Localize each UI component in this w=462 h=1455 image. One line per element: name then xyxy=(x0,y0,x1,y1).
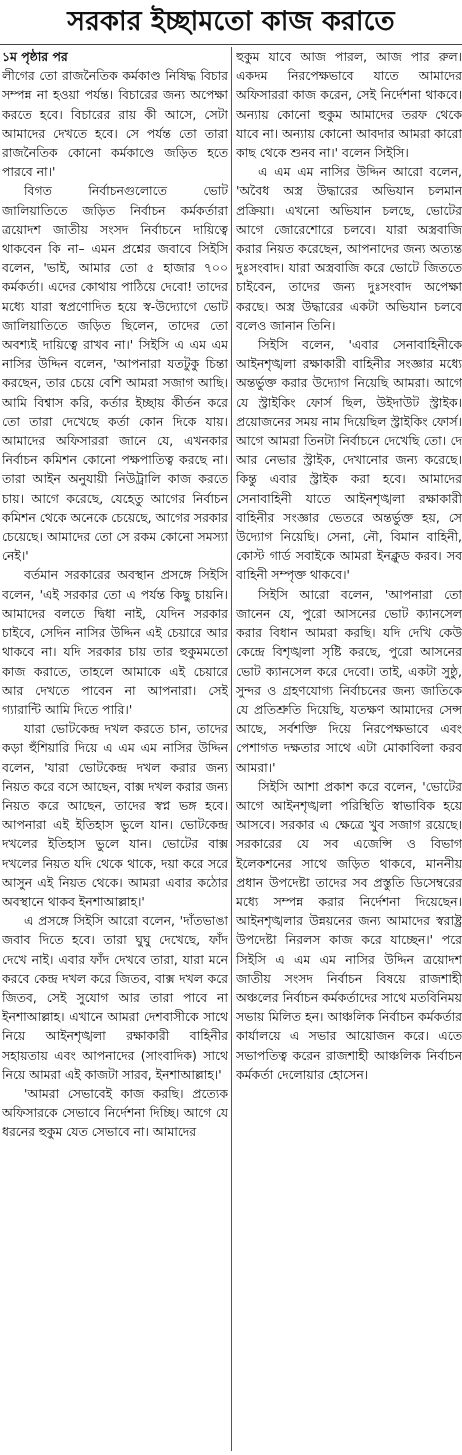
headline: সরকার ইচ্ছামতো কাজ করাতে xyxy=(0,0,462,45)
paragraph: বর্তমান সরকারের অবস্থান প্রসঙ্গে সিইসি বলেন, 'এই সরকার তো এ পর্যন্ত কিছু চায়নি। আমাদের বলতে দ্বিধা নাই, যেদিন সরকার চাইবে, সেদিন নাসির উদ্দিন এই চেয়ারে আর থাকবে না। যদি সরকার চায় তার হুকুমমতো কাজ করাতে, তাহলে আমাকে এই চেয়ারে আর দেখতে পাবেন না আপনারা। সেই গ্যারান্টি আমি দিতে পারি।' xyxy=(2,567,228,717)
paragraph: 'আমরা সেভাবেই কাজ করছি। প্রত্যেক অফিসারকে সেভাবে নির্দেশনা দিচ্ছি। আগে যে ধরনের হুকুম যেত সেভাবে না। আমাদের xyxy=(2,1085,228,1140)
column-divider xyxy=(231,47,232,1451)
paragraph: এ প্রসঙ্গে সিইসি আরো বলেন, 'দাঁতভাঙা জবাব দিতে হবে। তারা ঘুঘু দেখেছে, ফাঁদ দেখে নাই। এবার ফাঁদ দেখবে তারা, যারা মনে করবে কেন্দ্র দখল করে জিতব, বাক্স দখল করে জিতব, সেই সুযোগ আর তারা পাবে না ইনশাআল্লাহ। এখানে আমরা দেশবাসীকে সাথে নিয়ে আইনশৃঙ্খলা রক্ষাকারী বাহিনীর সহায়তায় এবং আপনাদের (সাংবাদিক) সাথে নিয়ে আমরা এই কাজটা সারব, ইনশাআল্লাহ।' xyxy=(2,913,228,1082)
paragraph: এ এম এম নাসির উদ্দিন আরো বলেন, 'অবৈধ অস্ত্র উদ্ধারের অভিযান চলমান প্রক্রিয়া। এখনো অভিযান চলছে, ভোটের আগে জোরেশোরে চলবে। যারা অস্ত্রবাজি করার নিয়ত করেছেন, আপনাদের জন্য অত্যন্ত দুঃসংবাদ। যারা অস্ত্রবাজি করে ভোটে জিততে চাইবেন, তাদের জন্য দুঃসংবাদ অপেক্ষা করছে। অস্ত্র উদ্ধারের একটা অভিযান চলবে বলেও জানান তিনি। xyxy=(236,164,462,333)
right-column xyxy=(236,47,462,1451)
paragraph: সিইসি বলেন, 'এবার সেনাবাহিনীকে আইনশৃঙ্খলা রক্ষাকারী বাহিনীর সংজ্ঞার মধ্যে অন্তর্ভুক্ত করার উদ্যোগ নিয়েছি আমরা। আগে যে স্ট্রাইকিং ফোর্স ছিল, উইদাউট স্ট্রাইক। প্রয়োজনের সময় নাম দিয়েছিল স্ট্রাইকিং ফোর্স। আগে আমরা তিনটা নির্বাচনে দেখেছি তো। দে আর নেভার স্ট্রাইক, দেখানোর জন্য করেছে। কিন্তু এবার স্ট্রাইক করা হবে। আমাদের সেনাবাহিনী যাতে আইনশৃঙ্খলা রক্ষাকারী বাহিনীর সংজ্ঞার ভেতরে অন্তর্ভুক্ত হয়, সে উদ্যোগ নিয়েছি। সেনা, নৌ, বিমান বাহিনী, কোস্ট গার্ড সবাইকে আমরা ইনক্লুড করব। সব বাহিনী সম্পৃক্ত থাকবে।' xyxy=(236,337,462,583)
left-column xyxy=(2,47,228,1451)
jump-line: ১ম পৃষ্ঠার পর xyxy=(2,49,68,64)
paragraph: হুকুম যাবে আজ পারল, আজ পার রুল। একদম নিরপেক্ষভাবে যাতে আমাদের অফিসাররা কাজ করেন, সেই নির্দেশনা থাকবে। অন্যায় কোনো হুকুম আমাদের তরফ থেকে যাবে না। অন্যায় কোনো আবদার আমরা কারো কাছ থেকে শুনব না।' বলেন সিইসি। xyxy=(236,49,462,161)
paragraph: লীগের তো রাজনৈতিক কর্মকাণ্ড নিষিদ্ধ বিচার সম্পন্ন না হওয়া পর্যন্ত। বিচারের জন্য অপেক্ষা করতে হবে। বিচারের রায় কী আসে, সেটা আমাদের দেখতে হবে। সে পর্যন্ত তো তারা রাজনৈতিক কোনো কর্মকাণ্ডে জড়িত হতে পারবে না।' xyxy=(2,68,228,180)
paragraph: সিইসি আরো বলেন, 'আপনারা তো জানেন যে, পুরো আসনের ভোট ক্যানসেল করার বিধান আমরা করছি। যদি দেখি কেউ কেন্দ্রে বিশৃঙ্খলা সৃষ্টি করছে, পুরো আসনের ভোট ক্যানসেল করে দেবো। তাই, একটা সুষ্ঠু, সুন্দর ও গ্রহণযোগ্য নির্বাচনের জন্য জাতিকে যে প্রতিশ্রুতি দিয়েছি, যতক্ষণ আমাদের সেন্স আছে, সর্বশক্তি দিয়ে নিরপেক্ষভাবে এবং পেশাগত দক্ষতার সাথে এটা মোকাবিলা করব আমরা।' xyxy=(236,586,462,775)
paragraph: বিগত নির্বাচনগুলোতে ভোট জালিয়াতিতে জড়িত নির্বাচন কর্মকর্তারা ত্রয়োদশ জাতীয় সংসদ নির্বাচনে দায়িত্বে থাকবেন কি না– এমন প্রশ্নের জবাবে সিইসি বলেন, 'ভাই, আমার তো ৫ হাজার ৭০০ কর্মকর্তা। এদের কোথায় পাঠিয়ে দেবো! তাদের মধ্যে যারা স্বপ্রণোদিত হয়ে স্ব-উদ্যোগে ভোট জালিয়াতিতে জড়িত ছিলেন, তাদের তো অবশ্যই দায়িত্বে রাখব না।' সিইসি এ এম এম নাসির উদ্দিন বলেন, 'আপনারা যতটুকু চিন্তা করছেন, তার চেয়ে বেশি আমরা সজাগ আছি। আমি বিশ্বাস করি, কর্তার ইচ্ছায় কীর্তন করে তো তারা দেখেছে কর্তা কোন দিকে যায়। আমাদের অফিসাররা জানে যে, এখনকার নির্বাচন কমিশন কোনো পক্ষপাতিত্ব করছে না। তারা আইন অনুযায়ী নিউট্রালি কাজ করতে চায়। আগে করেছে, যেহেতু আগের নির্বাচন কমিশন থেকে অনেকে চেয়েছে, আগের সরকার চেয়েছে। আমাদের তো সে রকম কোনো সমস্যা নেই।' xyxy=(2,183,228,564)
paragraph: যারা ভোটকেন্দ্র দখল করতে চান, তাদের কড়া হুঁশিয়ারি দিয়ে এ এম এম নাসির উদ্দিন বলেন, 'যারা ভোটকেন্দ্র দখল করার জন্য নিয়ত করে বসে আছেন, বাক্স দখল করার জন্য নিয়ত করে আছেন, তাদের স্বপ্ন ভঙ্গ হবে। আপনারা এই ইতিহাস ভুলে যান। ভোটকেন্দ্র দখলের ইতিহাস ভুলে যান। ভোটের বাক্স দখলের নিয়ত যদি থেকে থাকে, দয়া করে সরে আসুন এই নিয়ত থেকে। আমরা এবার কঠোর অবস্থানে থাকব ইনশাআল্লাহ।' xyxy=(2,721,228,909)
paragraph: সিইসি আশা প্রকাশ করে বলেন, 'ভোটের আগে আইনশৃঙ্খলা পরিস্থিতি স্বাভাবিক হয়ে আসবে। সরকার এ ক্ষেত্রে খুব সজাগ রয়েছে। সরকারের যে সব এজেন্সি ও বিভাগ ইলেকশনের সাথে জড়িত থাকবে, মাননীয় প্রধান উপদেষ্টা তাদের সব প্রস্তুতি ডিসেম্বরের মধ্যে সম্পন্ন করার নির্দেশনা দিয়েছেন। আইনশৃঙ্খলার উন্নয়নের জন্য আমাদের স্বরাষ্ট্র উপদেষ্টা নিরলস কাজ করে যাচ্ছেন।' পরে সিইসি এ এম এম নাসির উদ্দিন ত্রয়োদশ জাতীয় সংসদ নির্বাচন বিষয়ে রাজশাহী অঞ্চলের নির্বাচন কর্মকর্তাদের সাথে মতবিনিময় সভায় মিলিত হন। আঞ্চলিক নির্বাচন কর্মকর্তার কার্যালয়ে এ সভার আয়োজন করে। এতে সভাপতিত্ব করেন রাজশাহী আঞ্চলিক নির্বাচন কর্মকর্তা দেলোয়ার হোসেন। xyxy=(236,778,462,1082)
